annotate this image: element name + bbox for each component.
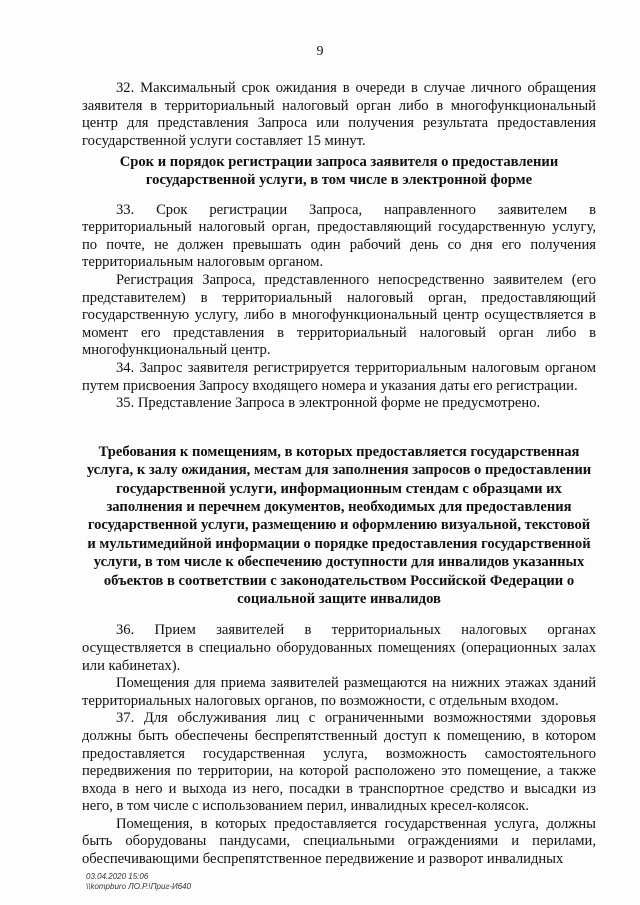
paragraph-34: 34. Запрос заявителя регистрируется территориальным налоговым органом путем присвоения Запросу входящего номера и указания даты его регистрации. — [82, 359, 596, 394]
section-heading-premises: Требования к помещениям, в которых предоставляется государственная услуга, к залу ожидания, местам для заполнения запросов о предоставлении государственной услуги, информационным стендам с образцами их заполнения и перечнем документов, необходимых для предоставления государственной услуги, размещению и оформлению визуальной, текстовой и мультимедийной информации о порядке предоставления государственной услуги, в том числе к обеспечению доступности для инвалидов указанных объектов в соответствии с законодательством Российской Федерации о социальной защите инвалидов — [86, 443, 592, 607]
paragraph-33: 33. Срок регистрации Запроса, направленного заявителем в территориальный налоговый орган, предоставляющий государственную услугу, по почте, не должен превышать один рабочий день со дня его получения территориальным налоговым органом. — [82, 201, 596, 271]
document-body — [82, 80, 596, 869]
section-heading-registration: Срок и порядок регистрации запроса заявителя о предоставлении государственной услуги, в том числе в электронной форме — [119, 154, 559, 188]
footer-timestamp: 03.04.2020 15:06 — [86, 872, 149, 881]
footer-stamp — [86, 872, 191, 892]
footer-file-path: \\kompburo ЛО.Р.\Приг-И640 — [86, 882, 192, 891]
paragraph-32: 32. Максимальный срок ожидания в очереди в случае личного обращения заявителя в территориальный налоговый орган либо в многофункциональный центр для представления Запроса или получения результата предоставления государственной услуги составляет 15 минут. — [82, 80, 596, 149]
paragraph-33-registration: Регистрация Запроса, представленного непосредственно заявителем (его представителем) в территориальный налоговый орган, предоставляющий государственную услугу, либо в многофункциональный центр осуществляется в момент его представления в территориальный налоговый орган либо в многофункциональный центр. — [82, 271, 596, 359]
paragraph-36-premises: Помещения для приема заявителей размещаются на нижних этажах зданий территориальных налоговых органов, по возможности, с отдельным входом. — [82, 675, 596, 709]
paragraph-37-ramps: Помещения, в которых предоставляется государственная услуга, должны быть оборудованы пандусами, специальными ограждениями и перилами, обеспечивающими беспрепятственное передвижение и разворот инвалидных — [82, 815, 596, 868]
paragraph-37: 37. Для обслуживания лиц с ограниченными возможностями здоровья должны быть обеспечены беспрепятственный доступ к помещению, в котором предоставляется государственная услуга, возможность самостоятельного передвижения по территории, на которой расположено это помещение, а также входа в него и выхода из него, посадки в транспортное средство и высадки из него, в том числе с использованием перил, инвалидных кресел-колясок. — [82, 710, 596, 815]
page-number: 9 — [316, 44, 324, 59]
paragraph-35: 35. Представление Запроса в электронной форме не предусмотрено. — [116, 395, 541, 412]
paragraph-36: 36. Прием заявителей в территориальных налоговых органах осуществляется в специально оборудованных помещениях (операционных залах или кабинетах). — [82, 622, 596, 674]
